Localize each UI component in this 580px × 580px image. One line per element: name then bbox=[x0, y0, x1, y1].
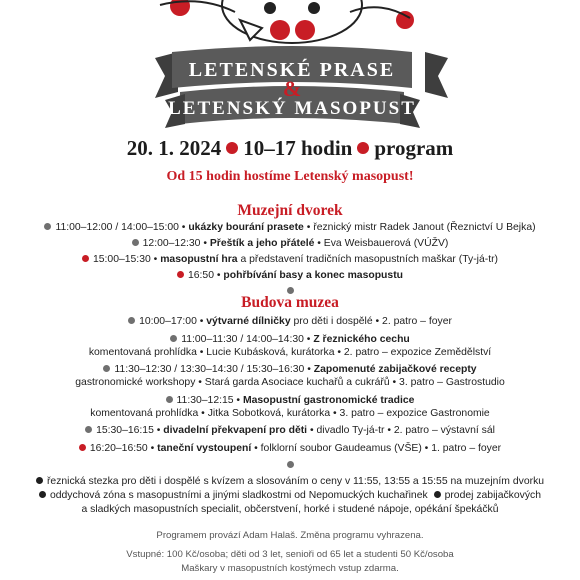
program-item: 16:50 • pohřbívání basy a konec masopustu bbox=[0, 269, 580, 282]
grey-bullet-icon bbox=[103, 365, 110, 372]
date-line bbox=[0, 136, 580, 161]
program-item: 11:00–12:00 / 14:00–15:00 • ukázky bourání prasete • řeznický mistr Radek Janout (Řeznictví U Bejka) bbox=[0, 221, 580, 234]
grey-bullet-icon bbox=[132, 239, 139, 246]
banner-line-2: LETENSKÝ MASOPUST bbox=[168, 98, 416, 119]
red-bullet-icon bbox=[79, 444, 86, 451]
footer-moderator: Programem provází Adam Halaš. Změna programu vyhrazena. bbox=[156, 530, 424, 541]
black-bullet-icon bbox=[434, 491, 441, 498]
section-title-muzejni-dvorek: Muzejní dvorek bbox=[237, 202, 343, 219]
extras-line: a sladkých masopustních specialit, občerstvení, horké i studené nápoje, opékání špekáčků bbox=[81, 504, 499, 515]
program-item-detail: komentovaná prohlídka • Jitka Sobotková, kurátorka • 3. patro – expozice Gastronomie bbox=[90, 408, 490, 419]
grey-bullet-icon bbox=[166, 396, 173, 403]
program-item: 11:30–12:15 • Masopustní gastronomické tradice bbox=[0, 394, 580, 407]
section-title-budova-muzea: Budova muzea bbox=[241, 294, 339, 311]
red-dot-icon bbox=[357, 142, 369, 154]
program-label: program bbox=[374, 136, 454, 160]
program-item-detail: gastronomické workshopy • Stará garda Asociace kuchařů a cukrářů • 3. patro – Gastrostudio bbox=[75, 377, 505, 388]
program-item: 15:30–16:15 • divadelní překvapení pro děti • divadlo Ty-já-tr • 2. patro – výstavní sál bbox=[0, 424, 580, 437]
black-bullet-icon bbox=[39, 491, 46, 498]
separator-dot-icon bbox=[287, 287, 294, 294]
grey-bullet-icon bbox=[44, 223, 51, 230]
grey-bullet-icon bbox=[170, 335, 177, 342]
program-item: 15:00–15:30 • masopustní hra a představení tradičních masopustních maškar (Ty-já-tr) bbox=[0, 253, 580, 266]
extras-line: řeznická stezka pro děti i dospělé s kvízem a slosováním o ceny v 11:55, 13:55 a 15:55 na muzejním dvorku bbox=[0, 475, 580, 488]
banner-line-1: LETENSKÉ PRASE bbox=[188, 59, 396, 81]
banner-ampersand: & bbox=[282, 76, 302, 101]
masopust-subtitle: Od 15 hodin hostíme Letenský masopust! bbox=[166, 169, 414, 184]
red-bullet-icon bbox=[82, 255, 89, 262]
event-date: 20. 1. 2024 bbox=[126, 136, 222, 160]
title-banner bbox=[155, 46, 448, 128]
program-item: 11:00–11:30 / 14:00–14:30 • Z řeznického cechu bbox=[0, 333, 580, 346]
red-dot-icon bbox=[226, 142, 238, 154]
grey-bullet-icon bbox=[85, 426, 92, 433]
footer-masks: Maškary v masopustních kostýmech vstup zdarma. bbox=[181, 563, 399, 574]
footer-admission: Vstupné: 100 Kč/osoba; děti od 3 let, senioři od 65 let a studenti 50 Kč/osoba bbox=[126, 549, 454, 560]
pig-illustration bbox=[160, 0, 414, 43]
event-hours: 10–17 hodin bbox=[243, 136, 353, 160]
separator-dot-icon bbox=[287, 461, 294, 468]
extras-line: oddychová zóna s masopustními a jinými sladkostmi od Nepomuckých kuchařinek prodej zabijačkových bbox=[0, 489, 580, 502]
program-item: 11:30–12:30 / 13:30–14:30 / 15:30–16:30 • Zapomenuté zabijačkové recepty bbox=[0, 363, 580, 376]
program-item: 16:20–16:50 • taneční vystoupení • folklorní soubor Gaudeamus (VŠE) • 1. patro – foyer bbox=[0, 442, 580, 455]
grey-bullet-icon bbox=[128, 317, 135, 324]
header-artwork bbox=[0, 0, 580, 135]
program-item: 12:00–12:30 • Přeštík a jeho přátelé • Eva Weisbauerová (VÚŽV) bbox=[0, 237, 580, 250]
black-bullet-icon bbox=[36, 477, 43, 484]
program-item: 10:00–17:00 • výtvarné dílničky pro děti i dospělé • 2. patro – foyer bbox=[0, 315, 580, 328]
program-item-detail: komentovaná prohlídka • Lucie Kubásková, kurátorka • 2. patro – expozice Zemědělství bbox=[88, 347, 492, 358]
red-bullet-icon bbox=[177, 271, 184, 278]
